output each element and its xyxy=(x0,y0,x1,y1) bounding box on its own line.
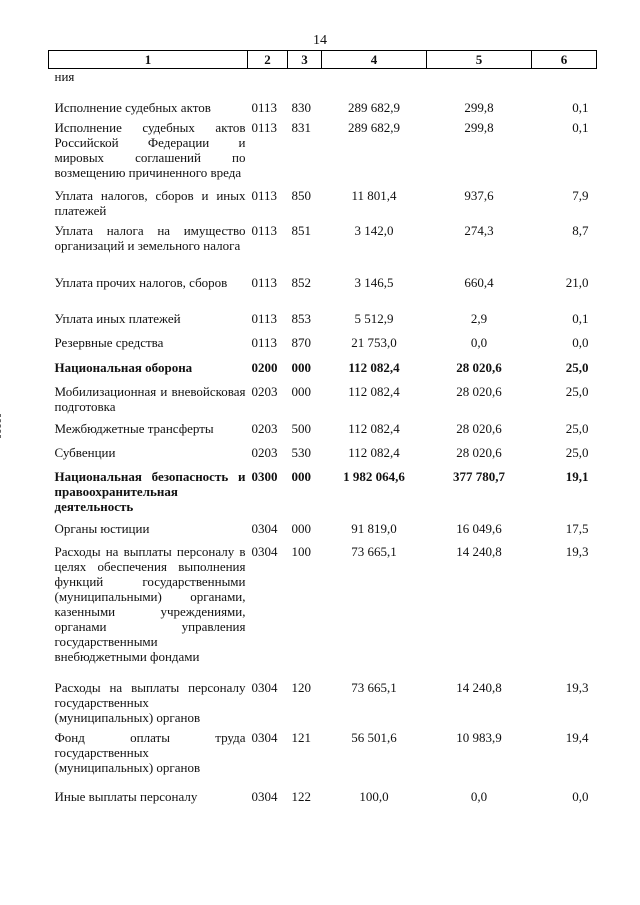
percent-cell: 19,4 xyxy=(565,729,589,745)
percent-cell: 7,9 xyxy=(572,187,589,203)
percent-cell: 19,1 xyxy=(565,468,589,484)
row-name-cell: ния xyxy=(54,69,75,84)
type-code-cell: 850 xyxy=(291,187,311,203)
executed-amount-cell: 2,9 xyxy=(470,310,488,326)
executed-amount-cell: 937,6 xyxy=(464,187,494,203)
table-row xyxy=(49,188,597,223)
row-name-cell: Уплата иных платежей xyxy=(54,310,181,326)
section-code-cell: 0304 xyxy=(251,788,278,804)
table-row xyxy=(49,360,597,384)
percent-cell: 25,0 xyxy=(565,383,589,399)
type-code-cell: 831 xyxy=(291,119,311,135)
executed-amount-cell: 299,8 xyxy=(464,99,494,115)
executed-amount-cell: 377 780,7 xyxy=(453,468,505,484)
executed-amount-cell: 10 983,9 xyxy=(456,729,502,745)
table-row xyxy=(49,69,597,100)
section-code-cell: 0113 xyxy=(251,334,278,350)
header-col-3: 3 xyxy=(288,51,322,69)
approved-amount-cell: 3 146,5 xyxy=(354,274,394,290)
table-row xyxy=(49,680,597,730)
type-code-cell: 000 xyxy=(291,520,311,536)
row-name-cell: Субвенции xyxy=(54,444,116,460)
section-code-cell: 0113 xyxy=(251,119,278,135)
percent-cell: 17,5 xyxy=(565,520,589,536)
row-name-cell: Уплата налога на имущество организаций и земельного налога xyxy=(54,222,246,253)
section-code-cell: 0200 xyxy=(251,359,278,375)
approved-amount-cell: 112 082,4 xyxy=(348,420,400,436)
budget-table xyxy=(48,50,597,815)
row-name-cell: Уплата прочих налогов, сборов xyxy=(54,274,228,290)
type-code-cell: 000 xyxy=(291,468,311,484)
row-name-cell: Иные выплаты персоналу xyxy=(54,788,198,804)
row-name-cell: Уплата налогов, сборов и иных платежей xyxy=(54,187,246,218)
type-code-cell: 830 xyxy=(291,99,311,115)
row-name-cell: Расходы на выплаты персоналу в целях обеспечения выполнения функций государственными (муниципальными) органами, казенными учреждениями, органами управления государственными внебюджетными фондами xyxy=(54,543,246,664)
row-name-cell: Исполнение судебных актов Российской Федерации и мировых соглашений по возмещению причиненного вреда xyxy=(54,119,246,180)
type-code-cell: 122 xyxy=(291,788,311,804)
type-code-cell: 852 xyxy=(291,274,311,290)
approved-amount-cell: 56 501,6 xyxy=(351,729,397,745)
percent-cell xyxy=(532,69,597,100)
row-name-cell: Органы юстиции xyxy=(54,520,150,536)
table-row xyxy=(49,311,597,335)
executed-amount-cell: 28 020,6 xyxy=(456,420,502,436)
row-name-cell: Национальная оборона xyxy=(54,359,193,375)
type-code-cell: 851 xyxy=(291,222,311,238)
executed-amount-cell: 14 240,8 xyxy=(456,543,502,559)
percent-cell: 21,0 xyxy=(565,274,589,290)
section-code-cell: 0203 xyxy=(251,420,278,436)
approved-amount-cell: 112 082,4 xyxy=(348,444,400,460)
type-code-cell: 100 xyxy=(291,543,311,559)
percent-cell: 0,0 xyxy=(572,788,589,804)
table-row xyxy=(49,335,597,360)
percent-cell: 25,0 xyxy=(565,359,589,375)
section-code-cell: 0304 xyxy=(251,543,278,559)
executed-amount-cell: 299,8 xyxy=(464,119,494,135)
row-name-cell: Межбюджетные трансферты xyxy=(54,420,214,436)
row-name-cell: Мобилизационная и вневойсковая подготовка xyxy=(54,383,246,414)
approved-amount-cell: 289 682,9 xyxy=(348,99,400,115)
executed-amount-cell: 28 020,6 xyxy=(456,383,502,399)
row-name-cell: Резервные средства xyxy=(54,334,164,350)
approved-amount-cell: 5 512,9 xyxy=(354,310,394,326)
percent-cell: 0,0 xyxy=(572,334,589,350)
row-name-cell: Исполнение судебных актов xyxy=(54,99,211,115)
approved-amount-cell: 100,0 xyxy=(359,788,389,804)
percent-cell: 19,3 xyxy=(565,679,589,695)
table-row xyxy=(49,445,597,469)
table-header xyxy=(49,51,597,69)
approved-amount-cell: 112 082,4 xyxy=(348,359,400,375)
type-code-cell xyxy=(288,69,322,100)
percent-cell: 25,0 xyxy=(565,420,589,436)
executed-amount-cell: 28 020,6 xyxy=(456,359,502,375)
table-row xyxy=(49,120,597,188)
section-code-cell: 0113 xyxy=(251,187,278,203)
row-name-cell: Фонд оплаты труда государственных (муниципальных) органов xyxy=(54,729,246,775)
table-row xyxy=(49,789,597,815)
section-code-cell: 0113 xyxy=(251,222,278,238)
percent-cell: 0,1 xyxy=(572,99,589,115)
type-code-cell: 853 xyxy=(291,310,311,326)
executed-amount-cell: 16 049,6 xyxy=(456,520,502,536)
section-code-cell: 0304 xyxy=(251,520,278,536)
row-name-cell: Расходы на выплаты персоналу государственных (муниципальных) органов xyxy=(54,679,246,725)
approved-amount-cell: 289 682,9 xyxy=(348,119,400,135)
table-row xyxy=(49,469,597,521)
header-col-2: 2 xyxy=(248,51,288,69)
executed-amount-cell: 0,0 xyxy=(470,334,488,350)
section-code-cell: 0203 xyxy=(251,383,278,399)
table-row xyxy=(49,730,597,789)
table-row xyxy=(49,421,597,445)
percent-cell: 19,3 xyxy=(565,543,589,559)
section-code-cell: 0113 xyxy=(251,99,278,115)
type-code-cell: 120 xyxy=(291,679,311,695)
section-code-cell: 0300 xyxy=(251,468,278,484)
section-code-cell: 0304 xyxy=(251,679,278,695)
percent-cell: 25,0 xyxy=(565,444,589,460)
section-code-cell: 0113 xyxy=(251,310,278,326)
type-code-cell: 121 xyxy=(291,729,311,745)
table-row xyxy=(49,275,597,311)
section-code-cell xyxy=(248,69,288,100)
header-col-6: 6 xyxy=(532,51,597,69)
approved-amount-cell: 21 753,0 xyxy=(351,334,397,350)
percent-cell: 0,1 xyxy=(572,310,589,326)
executed-amount-cell: 14 240,8 xyxy=(456,679,502,695)
type-code-cell: 000 xyxy=(291,359,311,375)
table-row xyxy=(49,100,597,120)
table-row xyxy=(49,521,597,544)
table-row xyxy=(49,223,597,275)
approved-amount-cell: 91 819,0 xyxy=(351,520,397,536)
executed-amount-cell: 274,3 xyxy=(464,222,494,238)
header-col-5: 5 xyxy=(427,51,532,69)
approved-amount-cell: 73 665,1 xyxy=(351,679,397,695)
percent-cell: 8,7 xyxy=(572,222,589,238)
type-code-cell: 530 xyxy=(291,444,311,460)
executed-amount-cell: 28 020,6 xyxy=(456,444,502,460)
type-code-cell: 000 xyxy=(291,383,311,399)
section-code-cell: 0203 xyxy=(251,444,278,460)
table-row xyxy=(49,384,597,421)
percent-cell: 0,1 xyxy=(572,119,589,135)
approved-amount-cell: 73 665,1 xyxy=(351,543,397,559)
approved-amount-cell: 112 082,4 xyxy=(348,383,400,399)
approved-amount-cell: 11 801,4 xyxy=(351,187,397,203)
executed-amount-cell xyxy=(427,69,532,100)
type-code-cell: 500 xyxy=(291,420,311,436)
approved-amount-cell xyxy=(322,69,427,100)
type-code-cell: 870 xyxy=(291,334,311,350)
approved-amount-cell: 3 142,0 xyxy=(354,222,394,238)
executed-amount-cell: 0,0 xyxy=(470,788,488,804)
header-col-1: 1 xyxy=(49,51,248,69)
table-row xyxy=(49,544,597,680)
table-body xyxy=(49,69,597,815)
approved-amount-cell: 1 982 064,6 xyxy=(343,468,405,484)
margin-mark xyxy=(0,414,3,438)
executed-amount-cell: 660,4 xyxy=(464,274,494,290)
section-code-cell: 0304 xyxy=(251,729,278,745)
page-number: 14 xyxy=(313,33,327,48)
row-name-cell: Национальная безопасность и правоохранительная деятельность xyxy=(54,468,246,514)
section-code-cell: 0113 xyxy=(251,274,278,290)
header-col-4: 4 xyxy=(322,51,427,69)
